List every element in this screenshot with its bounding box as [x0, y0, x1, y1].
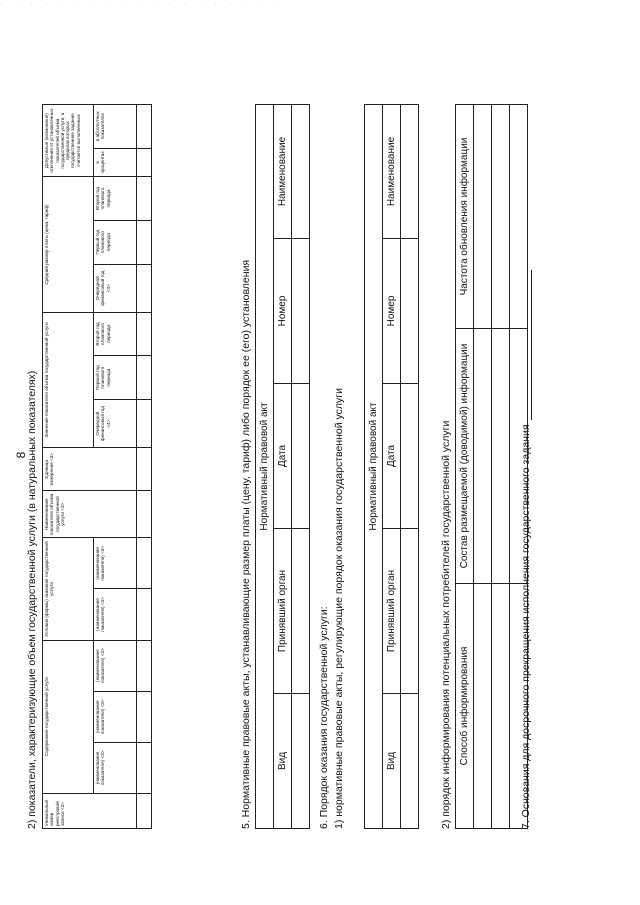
h-deviation: Допустимые (возможные) отклонения от установленных показателей объема государственной услуги, в пределах которых государственное задание считается выполненным — [43, 105, 94, 177]
sub-indicator: (наименование показателя) <3> — [94, 640, 137, 691]
sub-current-year: Очередной финансовый год <4> — [94, 264, 137, 312]
sub-first-year: Первый год планового периода — [94, 356, 137, 400]
col-date: Дата — [274, 384, 292, 529]
section7-line — [520, 270, 532, 829]
col-vid: Вид — [274, 694, 292, 829]
sub-second-year: Второй год планового периода — [94, 312, 137, 355]
col-organ: Принявший орган — [274, 529, 292, 694]
col-method: Способ информирования — [456, 584, 474, 829]
section6-sub1: 1) нормативные правовые акты, регулирующие порядок оказания государственной услуги — [333, 388, 345, 829]
sub-current-year: Очередной финансовый год <4> — [94, 400, 137, 448]
h-values: Значение показателя объема государственной услуги — [43, 312, 94, 447]
table-row — [401, 105, 419, 829]
table-row — [492, 105, 510, 829]
table-row — [292, 105, 310, 829]
sub-second-year: Второй год планового периода — [94, 177, 137, 220]
section6-heading: 6. Порядок оказания государственной услуги: — [318, 606, 330, 829]
sub-indicator: (наименование показателя) <3> — [94, 742, 137, 793]
col-date: Дата — [383, 384, 401, 529]
h-conditions: Условия (формы) оказания государственной услуги — [43, 538, 94, 640]
page-number: 8 — [14, 451, 28, 459]
col-frequency: Частота обновления информации — [456, 105, 474, 329]
col-number: Номер — [383, 239, 401, 384]
h-price: Средний размер платы (цена, тариф) — [43, 177, 94, 312]
h-unit: Единица измерения <3> — [43, 448, 137, 491]
norm-table-6 — [364, 104, 419, 829]
col-name: Наименование — [383, 105, 401, 239]
h-content: Содержание государственной услуги — [43, 640, 94, 793]
table-row — [137, 105, 152, 829]
norm-table-5-caption: Нормативный правовой акт — [256, 105, 274, 829]
sub-first-year: Первый год планового периода — [94, 220, 137, 264]
scan-top-marks: . . . . . . . . . . . . . . . . . . . — [0, 0, 284, 6]
section5-heading: 5. Нормативные правовые акты, устанавливающие размер платы (цену, тариф) либо порядок ее (его) установления — [240, 259, 252, 829]
h-unique: Уникальный номер реестровой записи <3> — [43, 794, 137, 829]
col-vid: Вид — [383, 694, 401, 829]
col-number: Номер — [274, 239, 292, 384]
section2-heading: 2) показатели, характеризующие объем государственной услуги (в натуральных показателях) — [26, 370, 38, 829]
col-organ: Принявший орган — [383, 529, 401, 694]
table-row — [474, 105, 492, 829]
norm-table-5 — [255, 104, 310, 829]
section6-sub2: 2) порядок информирования потенциальных потребителей государственной услуги — [440, 420, 452, 829]
info-table — [455, 104, 528, 829]
volume-table — [42, 104, 152, 829]
sub-absolute: в абсолютных показателях — [94, 105, 137, 149]
sub-indicator: (наименование показателя) <3> — [94, 538, 137, 589]
sub-indicator: (наименование показателя) <3> — [94, 691, 137, 742]
col-name: Наименование — [274, 105, 292, 239]
col-content: Состав размещаемой (доводимой) информации — [456, 329, 474, 584]
norm-table-6-caption: Нормативный правовой акт — [365, 105, 383, 829]
blank-underline — [521, 270, 532, 420]
sub-indicator: (наименование показателя) <3> — [94, 589, 137, 640]
sub-percent: в процентах — [94, 148, 137, 177]
section7-heading: 7. Основания для досрочного прекращения исполнения государственного задания — [520, 424, 532, 829]
h-indicator-name: Наименование показателя объема государственной услуги <3> — [43, 491, 137, 538]
